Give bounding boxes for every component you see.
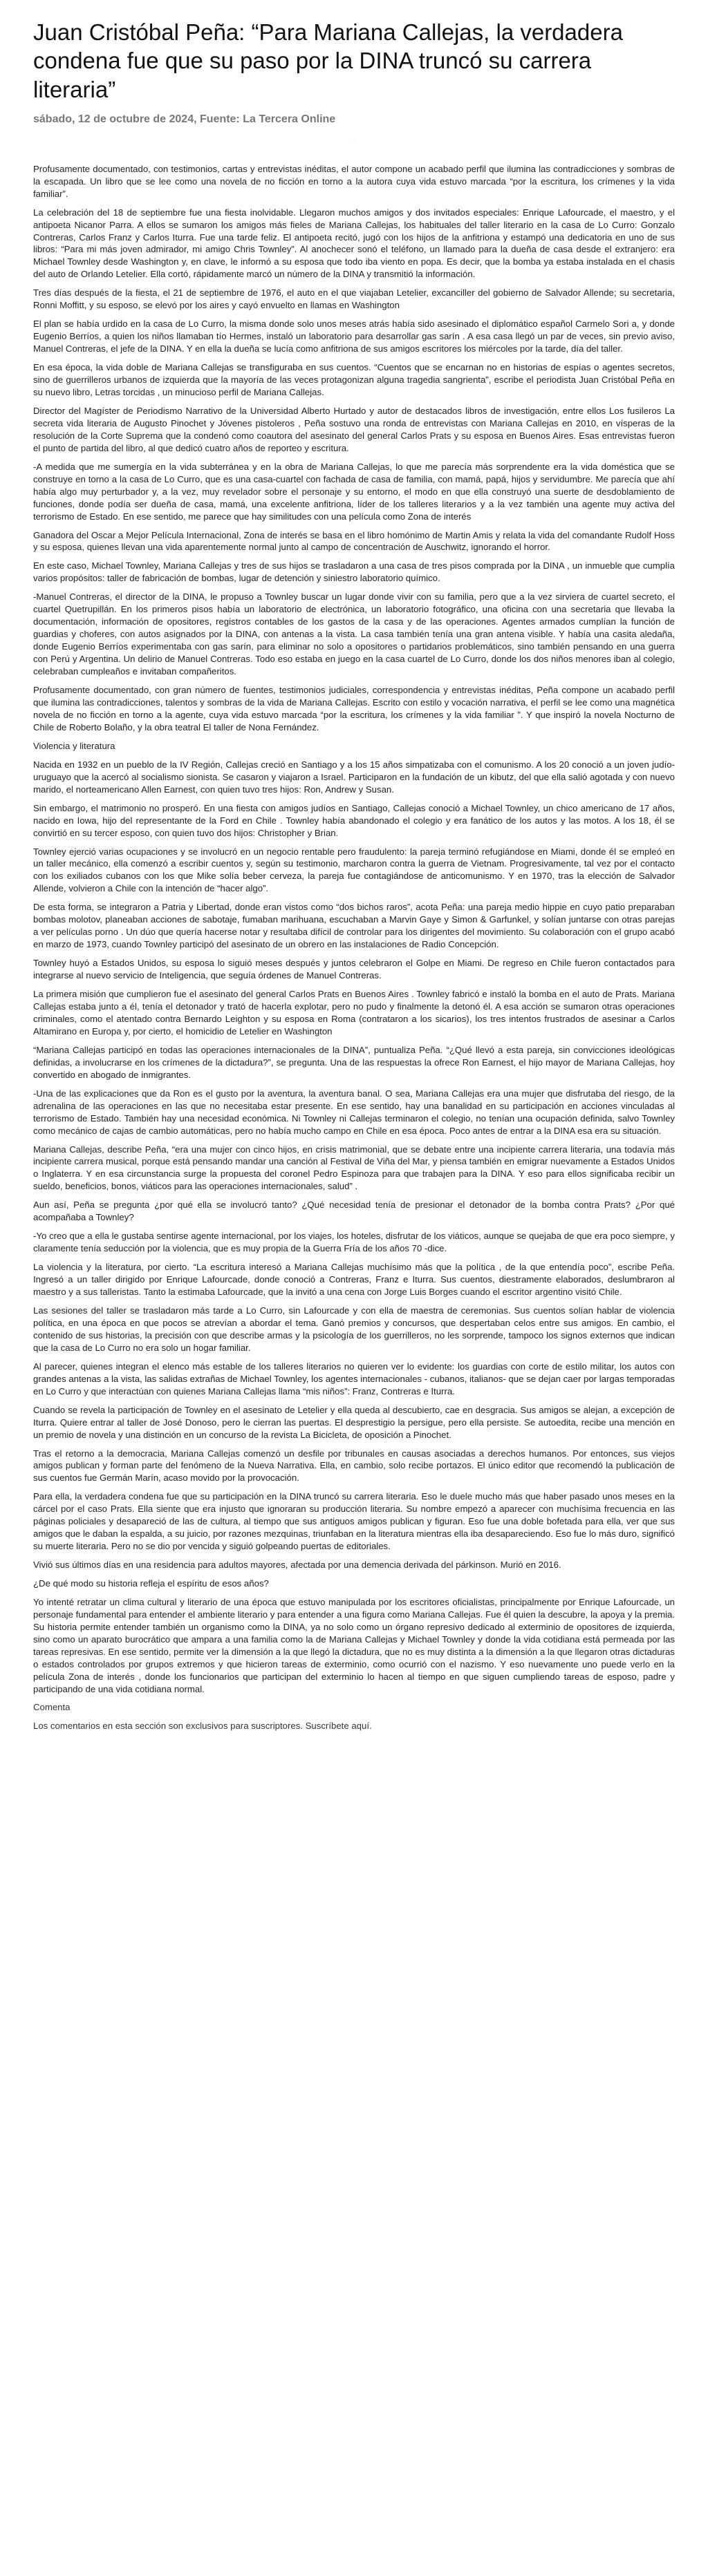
article-paragraph: Tres días después de la fiesta, el 21 de septiembre de 1976, el auto en el que viajaban Letelier, excanciller del gobierno de Salvador Allende; su secretaria, Ronni Moffitt, y su esposo, se elevó por los aires y cayó envuelto en llamas en Washington (33, 287, 675, 311)
article-paragraph: “Mariana Callejas participó en todas las operaciones internacionales de la DINA”, puntualiza Peña. “¿Qué llevó a esta pareja, sin convicciones ideológicas definidas, a involucrarse en los crímenes de la dictadura?”, se pregunta. Una de las respuestas la ofrece Ron Earnest, el hijo mayor de Mariana Callejas, hoy convertido en abogado de inmigrantes. (33, 1044, 675, 1080)
article-paragraph: Mariana Callejas, describe Peña, “era una mujer con cinco hijos, en crisis matrimonial, que se debate entre una incipiente carrera literaria, una todavía más incipiente carrera musical, porque está pensando mandar una canción al Festival de Viña del Mar, y piensa también en emigrar nuevamente a Estados Unidos o Inglaterra. Y en esa circunstancia surge la propuesta del coronel Pedro Espinoza para que trabajen para la DINA. Y eso para ellos significaba recibir un sueldo, beneficios, bonos, viáticos para las operaciones internacionales, salud” . (33, 1144, 675, 1192)
article-paragraph: Nacida en 1932 en un pueblo de la IV Región, Callejas creció en Santiago y a los 15 años simpatizaba con el comunismo. A los 20 conoció a un joven judío-uruguayo que la acercó al socialismo sionista. Se casaron y viajaron a Israel. Participaron en la fundación de un kibutz, del que ella salió agotada y con nuevo marido, el norteamericano Allen Earnest, con quien tuvo tres hijos: Ron, Andrew y Susan. (33, 759, 675, 795)
article-paragraph: Aun así, Peña se pregunta ¿por qué ella se involucró tanto? ¿Qué necesidad tenía de presionar el detonador de la bomba contra Prats? ¿Por qué acompañaba a Townley? (33, 1200, 675, 1223)
article-paragraph: Violencia y literatura (33, 740, 115, 751)
article-paragraph: ¿De qué modo su historia refleja el espíritu de esos años? (33, 1578, 269, 1589)
comments-section (33, 1702, 675, 1731)
article-paragraph: Vivió sus últimos días en una residencia para adultos mayores, afectada por una demencia derivada del párkinson. Murió en 2016. (33, 1560, 561, 1571)
article-paragraph: En este caso, Michael Townley, Mariana Callejas y tres de sus hijos se trasladaron a una casa de tres pisos comprada por la DINA , un inmueble que cumplía varios propósitos: taller de fabricación de bombas, lugar de detención y siniestro laboratorio químico. (33, 560, 675, 584)
article-paragraph: Profusamente documentado, con gran número de fuentes, testimonios judiciales, correspondencia y entrevistas inéditas, Peña compone un acabado perfil que ilumina las contradicciones, talentos y sombras de la vida de Mariana Callejas. Escrito con estilo y vocación narrativa, el perfil se lee como una magnética novela de no ficción en torno a la agente, cuya vida estuvo marcada “por la escritura, los crímenes y la vida familiar ”. Y que inspiró la novela Nocturno de Chile de Roberto Bolaño, y la obra teatral El taller de Nona Fernández. (33, 685, 675, 732)
article-paragraph: -Una de las explicaciones que da Ron es el gusto por la aventura, la aventura banal. O sea, Mariana Callejas era una mujer que disfrutaba del riesgo, de la adrenalina de las operaciones en las que no necesitaba estar presente. En ese sentido, hay una banalidad en su participación en acciones vinculadas al terrorismo de Estado. También hay una necesidad económica. Ni Townley ni Callejas terminaron el colegio, no tenían una ocupación definida, salvo Townley como mecánico de cajas de cambio automáticas, pero no había mucho campo en Chile en esa época. Poco antes de entrar a la DINA esa era su situación. (33, 1088, 675, 1136)
article-paragraph: Profusamente documentado, con testimonios, cartas y entrevistas inéditas, el autor compone un acabado perfil que ilumina las contradicciones y sombras de la escapada. Un libro que se lee como una novela de no ficción en torno a la autora cuya vida estuvo marcada “por la escritura, los crímenes y la vida familiar”. (33, 163, 675, 199)
article-paragraph: Townley ejerció varias ocupaciones y se involucró en un negocio rentable pero fraudulento: la pareja terminó refugiándose en Miami, donde él se empleó en un taller mecánico, ella comenzó a escribir cuentos y, según su testimonio, marcharon contra la guerra de Vietnam. Progresivamente, tal vez por el contacto con los exiliados cubanos con los que Mike solía beber cerveza, la pareja fue contagiándose de anticomunismo. Y en 1970, tras la elección de Salvador Allende, volvieron a Chile con la intención de “hacer algo”. (33, 846, 675, 894)
article-paragraph: Las sesiones del taller se trasladaron más tarde a Lo Curro, sin Lafourcade y con ella de maestra de ceremonias. Sus cuentos solían hablar de violencia política, en una época en que pocos se atrevían a abordar el tema. Ganó premios y concursos, que despertaban celos entre sus amigos. En cambio, el contenido de sus historias, la precisión con que describe armas y la psicología de los guerrilleros, no les sorprende, tampoco los signos externos que indican que la casa de Lo Curro no era solo un hogar familiar. (33, 1305, 675, 1353)
article-title: Juan Cristóbal Peña: “Para Mariana Callejas, la verdadera condena fue que su paso por la DINA truncó su carrera literaria” (33, 19, 623, 102)
article-paragraph: Townley huyó a Estados Unidos, su esposa lo siguió meses después y juntos celebraron el Golpe en Miami. De regreso en Chile fueron contactados para integrarse al nuevo servicio de Inteligencia, que seguía órdenes de Manuel Contreras. (33, 958, 675, 981)
article-paragraph: Director del Magíster de Periodismo Narrativo de la Universidad Alberto Hurtado y autor de destacados libros de investigación, entre ellos Los fusileros La secreta vida literaria de Augusto Pinochet y Jóvenes pistoleros , Peña sostuvo una ronda de entrevistas con Mariana Callejas en 2010, en vísperas de la resolución de la Corte Suprema que la condenó como coautora del asesinato del general Carlos Prats y su esposa en Buenos Aires. Esas entrevistas fueron el punto de partida del libro, al que dedicó cuatro años de reporteo y escritura. (33, 405, 675, 453)
article-paragraph: En esa época, la vida doble de Mariana Callejas se transfiguraba en sus cuentos. “Cuentos que se encarnan no en historias de espías o agentes secretos, sino de guerrilleros urbanos de izquierda que la mayoría de las veces protagonizan alguna tragedia sangrienta”, escribe el periodista Juan Cristóbal Peña en su nuevo libro, Letras torcidas , un minucioso perfil de Mariana Callejas. (33, 362, 675, 397)
article-paragraph: Al parecer, quienes integran el elenco más estable de los talleres literarios no quieren ver lo evidente: los guardias con corte de estilo militar, los autos con grandes antenas a la vista, las salidas extrañas de Michael Townley, los agentes internacionales - cubanos, italianos- que se dejan caer por largas temporadas en Lo Curro y que interactúan con quienes Mariana Callejas llama “mis niños”: Franz, Contreras e Iturra. (33, 1361, 675, 1396)
comments-heading: Comenta (33, 1701, 71, 1712)
article-paragraph: -Manuel Contreras, el director de la DINA, le propuso a Townley buscar un lugar donde vivir con su familia, pero que a la vez sirviera de cuartel secreto, el cuartel Quetrupillán. En los primeros pisos había un laboratorio de electrónica, un laboratorio fotográfico, una oficina con una secretaria que llevaba la documentación, información de opositores, registros contables de los gastos de la casa y de las operaciones. Agentes armados cumplían la función de guardias y choferes, con autos asignados por la DINA, con antenas a la vista. La casa también tenía una gran antena visible. Y había una casita aledaña, donde Eugenio Berríos experimentaba con gas sarín, para eliminar no solo a opositores o partidarios problemáticos, sino también pensando en una guerra con Perú y Argentina. Un delirio de Manuel Contreras. Todo eso estaba en juego en la casa cuartel de Lo Curro, donde los dos niños menores iban al colegio, celebraban cumpleaños e invitaban compañeritos. (33, 591, 675, 677)
image-placeholder: · (353, 138, 355, 146)
article-paragraph: De esta forma, se integraron a Patria y Libertad, donde eran vistos como “dos bichos raros”, acota Peña: una pareja medio hippie en cuyo patio preparaban bombas molotov, planeaban acciones de sabotaje, fumaban marihuana, escuchaban a Marvin Gaye y Simon & Garfunkel, y solían juntarse con otras parejas a ver películas porno . Un dúo que quería hacerse notar y resultaba difícil de controlar para los dirigentes del movimiento. Su colaboración con el grupo acabó en marzo de 1973, cuando Townley participó del asesinato de un obrero en las instalaciones de Radio Concepción. (33, 902, 675, 950)
article-date-source: sábado, 12 de octubre de 2024, Fuente: La Tercera Online (33, 113, 336, 125)
article-paragraph: Tras el retorno a la democracia, Mariana Callejas comenzó un desfile por tribunales en causas asociadas a derechos humanos. Por entonces, sus viejos amigos publican y forman parte del fenómeno de la Nueva Narrativa. Ella, en cambio, solo recibe portazos. El único editor que recomendó la publicación de sus cuentos fue Germán Marín, acaso movido por la provocación. (33, 1448, 675, 1484)
comments-subscriber-note[interactable]: Los comentarios en esta sección son exclusivos para suscriptores. Suscríbete aquí. (33, 1720, 372, 1731)
article-paragraph: Yo intenté retratar un clima cultural y literario de una época que estuvo manipulada por los escritores oficialistas, principalmente por Enrique Lafourcade, un personaje fundamental para entender el ambiente literario y para entender a una figura como Mariana Callejas. Fue él quien la descubre, la apoya y la premia. Su historia permite entender también un organismo como la DINA, ya no solo como un órgano represivo dedicado al exterminio de opositores de izquierda, sino como un aparato burocrático que ampara a una familia como la de Mariana Callejas y Michael Townley y donde la vida cotidiana está permeada por las tareas represivas. En ese sentido, permite ver la dimensión a la que llegó la dictadura, que no es muy distinta a la dimensión a la que llegaron otras dictaduras o estados controlados por grupos extremos y que hicieron tareas de exterminio, como ocurrió con el nazismo. Y eso nuevamente uno puede verlo en la película Zona de interés , donde los funcionarios que participan del exterminio lo hacen al tiempo en que siguen cumpliendo tareas de esposo, padre y participando de una vida cotidiana normal. (33, 1597, 675, 1694)
article-paragraph: La violencia y la literatura, por cierto. “La escritura interesó a Mariana Callejas muchísimo más que la política , de la que entendía poco”, escribe Peña. Ingresó a un taller dirigido por Enrique Lafourcade, donde conoció a Contreras, Franz e Iturra. Sus cuentos, diestramente elaborados, deslumbraron al maestro y a sus talleristas. Tanto la estimaba Lafourcade, que la invitó a una cena con Jorge Luis Borges cuando el escritor argentino visitó Chile. (33, 1262, 675, 1298)
article-paragraph: -A medida que me sumergía en la vida subterránea y en la obra de Mariana Callejas, lo que me parecía más sorprendente era la vida doméstica que se construye en torno a la casa de Lo Curro, que es una casa-cuartel con fachada de casa de familia, con mamá, papá, hijos y servidumbre. Me parecía que ahí había algo muy perturbador y, a la vez, muy revelador sobre el personaje y su entorno, el modo en que ella construyó una suerte de desdoblamiento de funciones, donde podía ser dueña de casa, mamá, una excelente anfitriona, líder de los talleres literarios y a la vez también una agente muy activa del terrorismo de Estado. En ese sentido, me parece que hay similitudes con una película como Zona de interés (33, 461, 675, 522)
article-paragraph: Cuando se revela la participación de Townley en el asesinato de Letelier y ella queda al descubierto, cae en desgracia. Sus amigos se alejan, a excepción de Iturra. Quiere entrar al taller de José Donoso, pero le cierran las puertas. El desprestigio la persigue, pero ella persiste. Se autoedita, recibe una mención en un premio de novela y una distinción en un concurso de la revista La Bicicleta, de oposición a Pinochet. (33, 1404, 675, 1440)
article-paragraph: Para ella, la verdadera condena fue que su participación en la DINA truncó su carrera literaria. Eso le duele mucho más que haber pasado unos meses en la cárcel por el caso Prats. Ella siente que era injusto que ignoraran su producción literaria. Su nombre empezó a aparecer con muchísima frecuencia en las páginas policiales y desapareció de las de cultura, al tiempo que sus antiguos amigos publican y figuran. Eso fue una doble bofetada para ella, ver que sus amigos que le daban la espalda, a su juicio, por razones mezquinas, triunfaban en la literatura mientras ella iba desapareciendo. Eso fue lo más duro, significó su muerte literaria. Pero no se dio por vencida y siguió golpeando puertas de editoriales. (33, 1491, 675, 1552)
article-paragraph: La celebración del 18 de septiembre fue una fiesta inolvidable. Llegaron muchos amigos y dos invitados especiales: Enrique Lafourcade, el maestro, y el antipoeta Nicanor Parra. A ellos se sumaron los amigos más fieles de Mariana Callejas, los habituales del taller literario en la casa de Lo Curro: Gonzalo Contreras, Carlos Franz y Carlos Iturra. Fue una tarde feliz. El antipoeta recitó, jugó con los hijos de la anfitriona y estampó una dedicatoria en uno de sus libros: “Para mi más joven admirador, mi amigo Chris Townley”. Al anochecer sonó el teléfono, un llamado para la dueña de casa desde el extranjero: era Michael Townley desde Washington y, en clave, le informó a su esposa que todo iba viento en popa. Es decir, que la bomba ya estaba instalada en el chasis del auto de Orlando Letelier. Ella cortó, rápidamente marcó un número de la DINA y transmitió la información. (33, 207, 675, 280)
article-paragraph: Ganadora del Oscar a Mejor Película Internacional, Zona de interés se basa en el libro homónimo de Martin Amis y relata la vida del comandante Rudolf Hoss y su esposa, quienes llevan una vida aparentemente normal junto al campo de concentración de Auschwitz, ignorando el horror. (33, 529, 675, 553)
article-body (33, 163, 675, 1696)
article-paragraph: La primera misión que cumplieron fue el asesinato del general Carlos Prats en Buenos Aires . Townley fabricó e instaló la bomba en el auto de Prats. Mariana Callejas estaba junto a él, tenía el detonador y trató de hacerla explotar, pero no pudo y finalmente la detonó él. A esa acción se sumaron otras operaciones criminales, como el atentado contra Bernardo Leighton y su esposa en Roma (contrataron a los sicarios), los tres intentos frustrados de asesinar a Carlos Altamirano en Europa y, por cierto, el homicidio de Letelier en Washington (33, 989, 675, 1036)
article-paragraph: Sin embargo, el matrimonio no prosperó. En una fiesta con amigos judíos en Santiago, Callejas conoció a Michael Townley, un chico americano de 17 años, nacido en Iowa, hijo del representante de la Ford en Chile . Townley había abandonado el colegio y era fanático de los autos y las motos. A los 18, él se convirtió en su tercer esposo, con quien tuvo dos hijos: Christopher y Brian. (33, 802, 675, 838)
article-paragraph: -Yo creo que a ella le gustaba sentirse agente internacional, por los viajes, los hoteles, disfrutar de los viáticos, aunque se quejaba de que era poco siempre, y claramente tenía seducción por la violencia, que es muy propia de la Guerra Fría de los años 70 -dice. (33, 1231, 675, 1254)
article-paragraph: El plan se había urdido en la casa de Lo Curro, la misma donde solo unos meses atrás había sido asesinado el diplomático español Carmelo Sori a, y donde Eugenio Berríos, a quien los niños llamaban tío Hermes, instaló un laboratorio para desarrollar gas sarín . A esa casa llegó un par de veces, sin previo aviso, Manuel Contreras, el jefe de la DINA. Y en ella la dueña se lucía como anfitriona de sus amigos escritores los miércoles por la tarde, día del taller. (33, 319, 675, 354)
